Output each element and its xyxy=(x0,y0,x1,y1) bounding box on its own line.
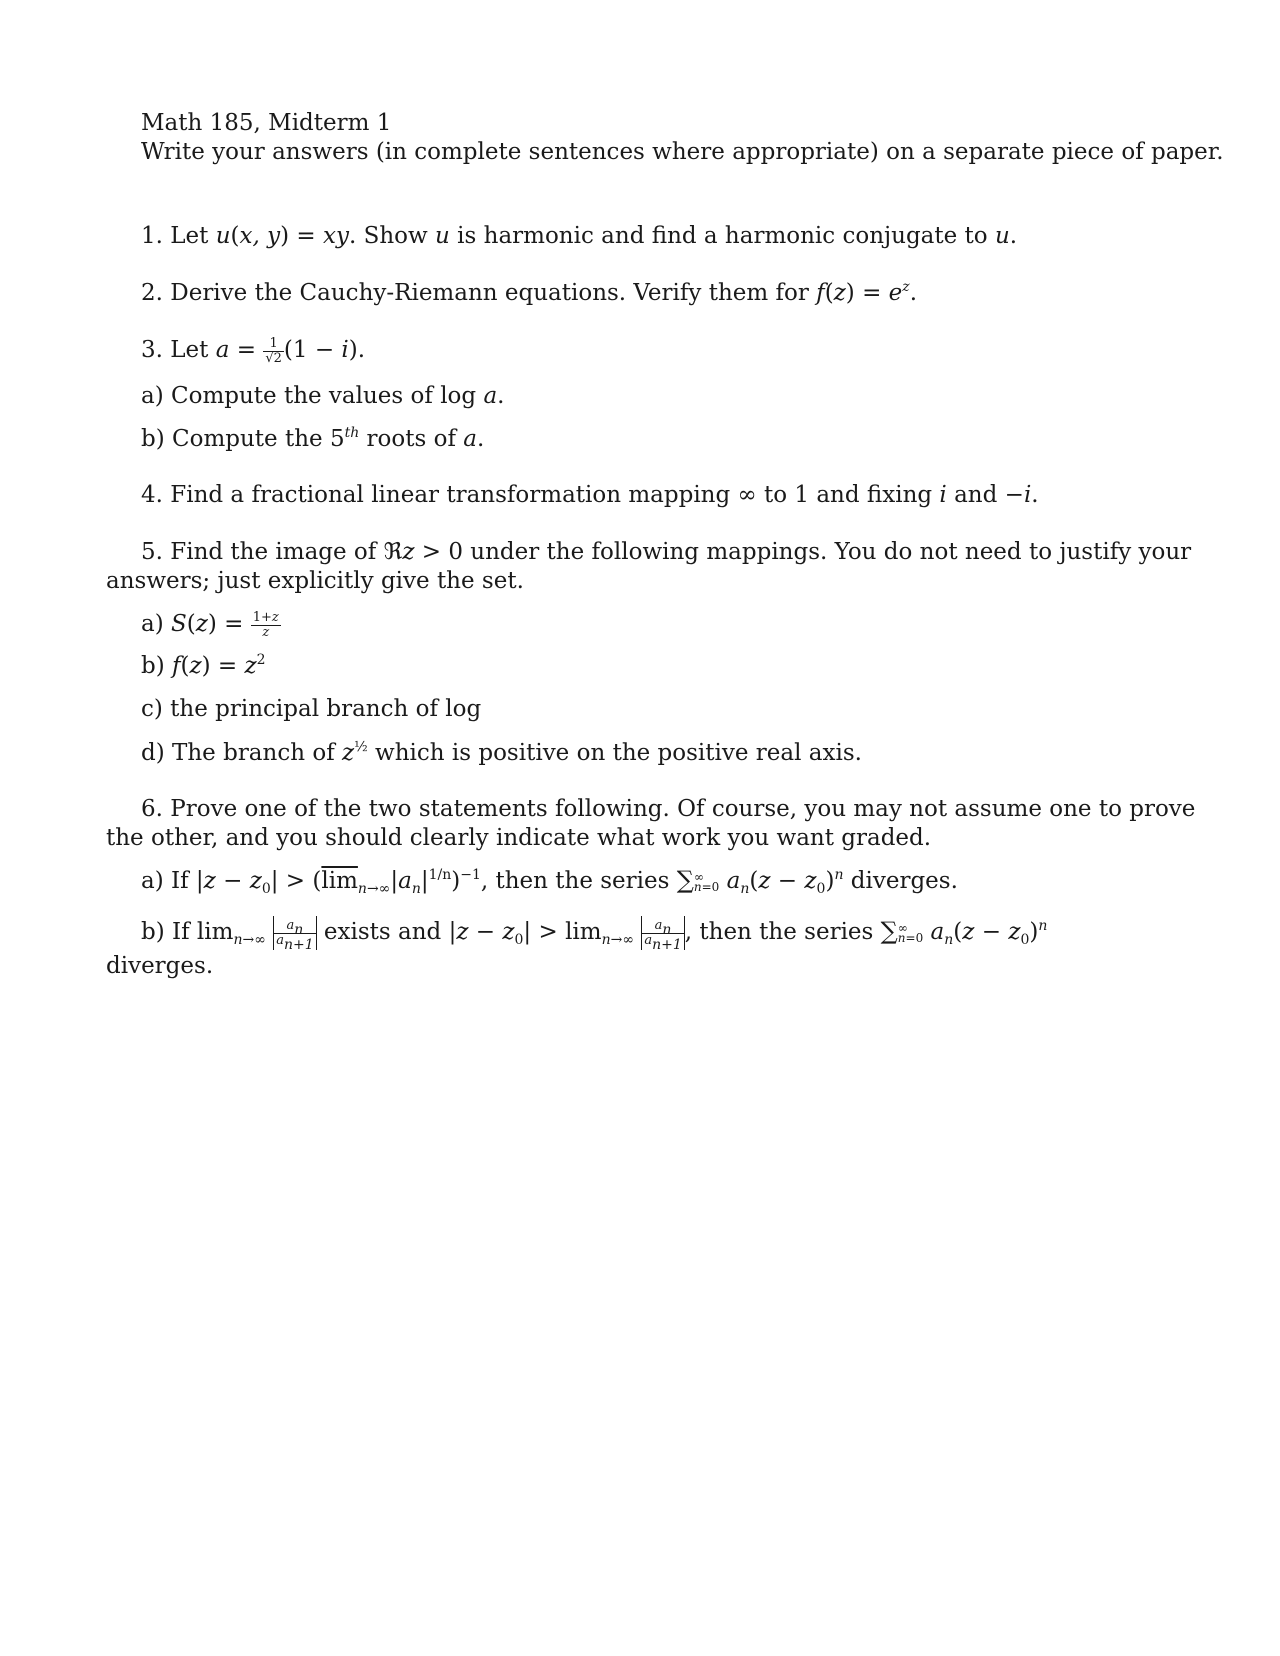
problem-6a: a) If $|z - z_0| > (\overline{lim}_{n\to\infty}|a_n|^{1/n})^{-1}$, then the series ∑ ∞ n=0 $a_n(z - z_0)^n$ diverges. xyxy=(141,866,958,897)
problem-5: 5. Find the image of ℜz > 0 under the following mappings. You do not need to justify your xyxy=(141,539,1192,565)
problem-4: 4. Find a fractional linear transformation mapping ∞ to 1 and fixing i and −i. xyxy=(141,482,1039,508)
problem-5d: d) The branch of $z^{\frac{1}{2}}$ which is positive on the positive real axis. xyxy=(141,739,862,766)
problem-6: 6. Prove one of the two statements following. Of course, you may not assume one to prove xyxy=(141,796,1196,822)
problem-5a: a) S(z) = $\frac{1+z}{z}$ xyxy=(141,609,279,640)
instructions: Write your answers (in complete sentences where appropriate) on a separate piece of paper. xyxy=(141,139,1224,165)
problem-3a: a) Compute the values of log a. xyxy=(141,383,505,409)
problem-1: 1. Let u(x, y) = xy. Show u is harmonic and find a harmonic conjugate to u. xyxy=(141,223,1018,249)
problem-3b: b) Compute the 5th roots of a. xyxy=(141,425,485,452)
problem-6-continued: the other, and you should clearly indicate what work you want graded. xyxy=(106,825,932,851)
problem-3: 3. Let a = $\frac{1}{√2}$ (1 − i). xyxy=(141,335,366,366)
problem-6b: b) If $\lim_{n\to\infty}$ $\frac{a_n}{a_{n+1}}$ exists and $|z - z_0| > \lim_{n\to\infty}$ $\frac{a_n}{a_{n+1}}$ , then the series ∑ ∞ n=0 $a_n(z - z_0)^n$ xyxy=(141,917,1048,953)
problem-5b: b) $f(z) = z^2$ xyxy=(141,652,266,679)
problem-5-continued: answers; just explicitly give the set. xyxy=(106,568,524,594)
problem-2: 2. Derive the Cauchy-Riemann equations. Verify them for $f(z) = e^z$. xyxy=(141,279,917,306)
problem-5c: c) the principal branch of log xyxy=(141,696,482,722)
page-title: Math 185, Midterm 1 xyxy=(141,110,392,136)
problem-6b-continued: diverges. xyxy=(106,953,214,979)
